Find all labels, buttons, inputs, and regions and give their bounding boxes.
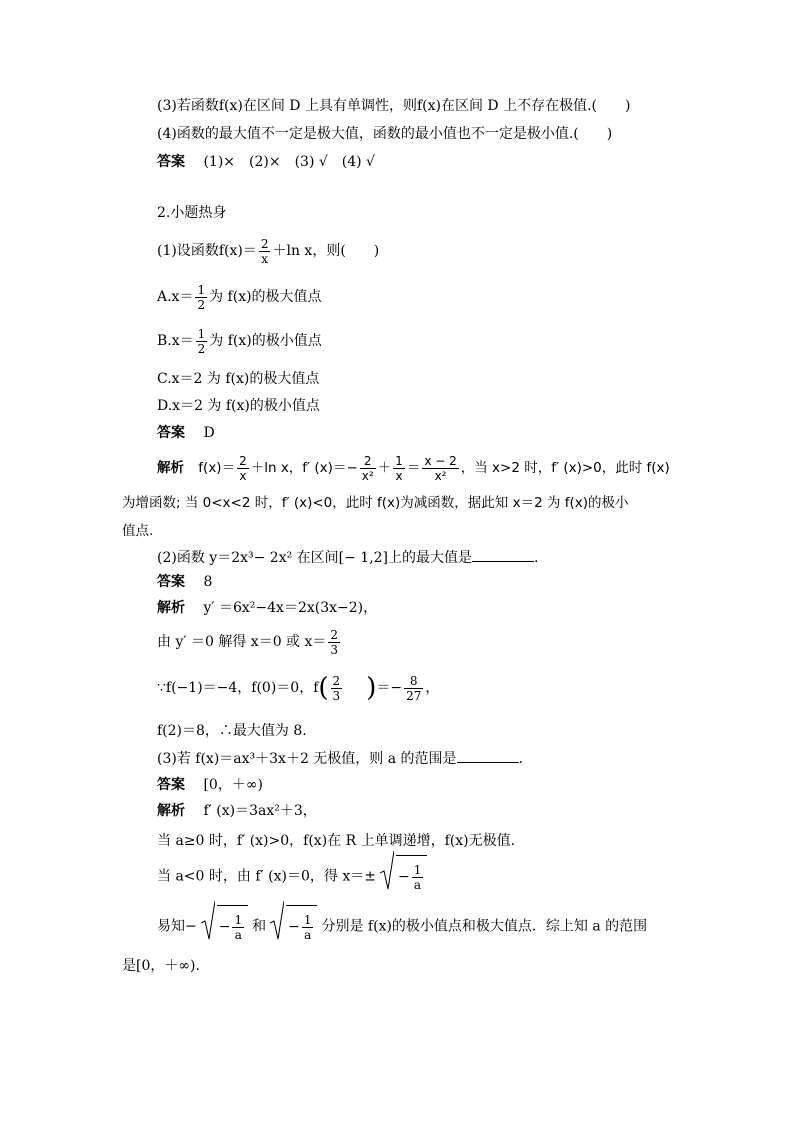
- q1-solution-line-1: 解析 f(x)＝ $\frac{2}{x}$ ＋ln x，f′ (x)＝− $\frac{2}{\text{x²}}$ ＋ $\frac{1}{x}$ ＝ $\frac{x - 2}{\text{x²}}$ ，当 x>2 时，f′ (x)>0，此时 f(x): [157, 453, 670, 483]
- q2-answer-blank: [472, 549, 534, 562]
- q2-solution-line-3: ∵f(−1)＝−4，f(0)＝0，f( $\frac{2}{3}$ )＝− $\frac{8}{27}$ ，: [157, 673, 440, 703]
- q3-answer-blank: [457, 750, 519, 763]
- q3-solution-line-1: 解析 f′ (x)＝3ax²＋3，: [157, 803, 317, 819]
- q1-stem-fraction: $\frac{2}{x}$: [260, 236, 269, 266]
- q3-solution-line-5: 是[0，＋∞).: [122, 958, 200, 974]
- q1-answer: 答案 D: [157, 425, 215, 441]
- q3-answer: 答案 [0，＋∞): [157, 777, 263, 793]
- q1-option-d: D.x＝2 为 f(x)的极小值点: [157, 398, 320, 414]
- sqrt-expression: − $\frac{1}{a}$: [380, 855, 427, 898]
- q2-solution-line-1: 解析 y′ ＝6x²−4x＝2x(3x−2)，: [157, 600, 378, 616]
- q1-solution-line-3: 值点.: [122, 523, 154, 539]
- q2-solution-line-2: 由 y′ ＝0 解得 x＝0 或 x＝ $\frac{2}{3}$: [157, 627, 339, 657]
- q1-option-a: A.x＝ $\frac{1}{2}$ 为 f(x)的极大值点: [157, 282, 322, 312]
- answer-label: 答案: [157, 154, 185, 170]
- q1-stem: [157, 234, 379, 268]
- q2-solution-line-4: f(2)＝8，∴最大值为 8.: [157, 723, 307, 739]
- review-answer: [157, 153, 375, 171]
- q3-stem: (3)若 f(x)＝ax³＋3x＋2 无极值，则 a 的范围是 .: [157, 751, 523, 767]
- q3-solution-line-4: 易知− − $\frac{1}{a}$ 和 − $\frac{1}{a}$ 分别是 f(x)的极小值点和极大值点．综上知 a 的范围: [157, 905, 647, 948]
- q1-stem-suffix: ＋ln x，则( ): [272, 243, 380, 259]
- q3-solution-line-3: 当 a<0 时，由 f′ (x)＝0，得 x＝± − $\frac{1}{a}$: [157, 855, 431, 898]
- q3-solution-line-2: 当 a≥0 时，f′ (x)>0，f(x)在 R 上单调递增，f(x)无极值.: [157, 833, 516, 849]
- review-item-3: (3)若函数f(x)在区间 D 上具有单调性，则f(x)在区间 D 上不存在极值.( ): [157, 98, 631, 114]
- section-title: 2.小题热身: [157, 205, 227, 221]
- answer-text: (1)× (2)× (3) √ (4) √: [203, 154, 375, 170]
- q1-option-c: C.x＝2 为 f(x)的极大值点: [157, 371, 320, 387]
- q1-option-b: B.x＝ $\frac{1}{2}$ 为 f(x)的极小值点: [157, 326, 322, 356]
- q1-solution-line-2: 为增函数; 当 0<x<2 时，f′ (x)<0，此时 f(x)为减函数，据此知 x＝2 为 f(x)的极小: [122, 495, 629, 511]
- q1-stem-prefix: (1)设函数f(x)＝: [157, 243, 257, 259]
- q2-stem: (2)函数 y＝2x³− 2x² 在区间[− 1,2]上的最大值是 .: [157, 550, 539, 566]
- review-item-4: (4)函数的最大值不一定是极大值，函数的最小值也不一定是极小值.( ): [157, 126, 613, 142]
- q2-answer: 答案 8: [157, 574, 213, 590]
